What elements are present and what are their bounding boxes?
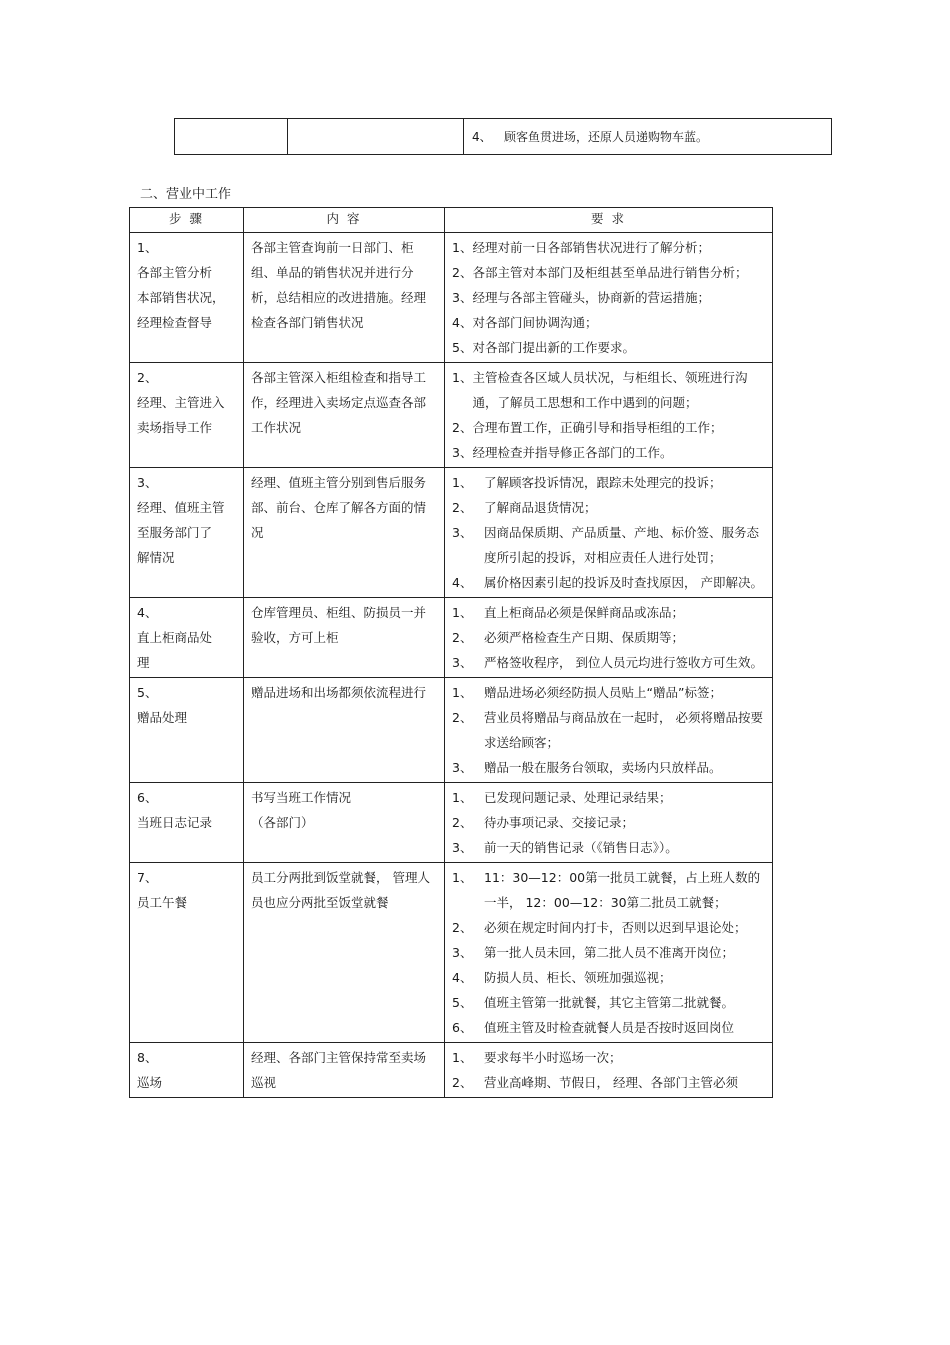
requirement-item: [452, 1045, 766, 1070]
requirement-item: [452, 810, 766, 835]
top-cell-step: [175, 119, 288, 155]
requirement-number: 3、: [452, 945, 473, 960]
requirement-text: 赠品进场必须经防损人员贴上“赠品”标签；: [484, 685, 722, 700]
requirement-item: [452, 625, 766, 650]
requirement-text: 经理检查并指导修正各部门的工作。: [472, 445, 673, 460]
requirement-number: 1、: [452, 870, 473, 885]
top-table-fragment: [174, 118, 832, 155]
table-row: [175, 119, 832, 155]
requirement-number: 3、: [452, 760, 473, 775]
requirement-number: 1、: [452, 790, 473, 805]
requirement-text: 主管检查各区域人员状况，与柜组长、领班进行沟通，了解员工思想和工作中遇到的问题；: [472, 370, 748, 410]
requirement-number: 1、: [452, 1050, 473, 1065]
table-header-row: [130, 208, 773, 233]
requirement-text: 前一天的销售记录（《销售日志》）。: [484, 840, 678, 855]
requirement-item: [452, 785, 766, 810]
requirement-number: 3、: [452, 655, 473, 670]
requirement-number: 2、: [452, 500, 473, 515]
requirement-item: [452, 335, 766, 360]
requirement-item: [452, 495, 766, 520]
requirement-cell: [445, 468, 773, 598]
requirement-text: 防损人员、柜长、领班加强巡视；: [484, 970, 672, 985]
requirement-item: [452, 470, 766, 495]
requirement-text: 营业高峰期、节假日， 经理、各部门主管必须: [484, 1075, 738, 1090]
table-row: [130, 678, 773, 783]
requirement-text: 了解顾客投诉情况，跟踪未处理完的投诉；: [484, 475, 722, 490]
step-cell: 2、 经理、主管进入 卖场指导工作: [130, 363, 244, 468]
requirement-list: [452, 1045, 766, 1095]
step-cell: 6、 当班日志记录: [130, 783, 244, 863]
requirement-number: 2、: [452, 420, 473, 435]
requirement-number: 3、: [452, 290, 473, 305]
content-cell: 各部主管深入柜组检查和指导工作，经理进入卖场定点巡查各部工作状况: [244, 363, 445, 468]
content-cell: 仓库管理员、柜组、防损员一并验收，方可上柜: [244, 598, 445, 678]
requirement-list: [452, 365, 766, 465]
content-cell: 经理、各部门主管保持常至卖场巡视: [244, 1043, 445, 1098]
header-content: 内 容: [244, 208, 445, 233]
requirement-item: [452, 285, 766, 310]
requirement-text: 第一批人员未回，第二批人员不准离开岗位；: [484, 945, 735, 960]
requirement-number: 5、: [452, 995, 473, 1010]
requirement-number: 2、: [452, 630, 473, 645]
requirement-text: 赠品一般在服务台领取，卖场内只放样品。: [484, 760, 722, 775]
requirement-item: [452, 650, 766, 675]
step-cell: 3、 经理、值班主管 至服务部门了 解情况: [130, 468, 244, 598]
requirement-item: [452, 940, 766, 965]
requirement-text: 各部主管对本部门及柜组甚至单品进行销售分析；: [472, 265, 748, 280]
requirement-number: 2、: [452, 815, 473, 830]
requirement-text: 因商品保质期、产品质量、产地、标价签、服务态度所引起的投诉，对相应责任人进行处罚；: [484, 525, 760, 565]
table-row: [130, 1043, 773, 1098]
table-row: [130, 863, 773, 1043]
requirement-number: 1、: [452, 605, 473, 620]
requirement-text: 对各部门间协调沟通；: [472, 315, 598, 330]
requirement-cell: [445, 678, 773, 783]
requirement-number: 3、: [452, 840, 473, 855]
requirement-item: [452, 755, 766, 780]
requirement-text: 已发现问题记录、处理记录结果；: [484, 790, 672, 805]
step-cell: 4、 直上柜商品处 理: [130, 598, 244, 678]
requirement-text: 直上柜商品必须是保鲜商品或冻品；: [484, 605, 685, 620]
table-row: [130, 363, 773, 468]
top-cell-content: [288, 119, 464, 155]
requirement-text: 11：30—12：00第一批员工就餐，占上班人数的一半， 12：00—12：30第二批员工就餐；: [484, 870, 761, 910]
step-cell: 7、 员工午餐: [130, 863, 244, 1043]
requirement-number: 2、: [452, 1075, 473, 1090]
requirement-cell: [445, 783, 773, 863]
requirement-list: [452, 235, 766, 360]
requirement-text: 必须在规定时间内打卡，否则以迟到早退论处；: [484, 920, 747, 935]
content-cell: 员工分两批到饭堂就餐， 管理人员也应分两批至饭堂就餐: [244, 863, 445, 1043]
requirement-item: [452, 865, 766, 915]
requirement-item: [452, 260, 766, 285]
header-requirement: 要 求: [445, 208, 773, 233]
requirement-item: [452, 415, 766, 440]
requirement-cell: [445, 1043, 773, 1098]
requirement-cell: [445, 863, 773, 1043]
requirement-item: [452, 570, 766, 595]
requirement-number: 1、: [452, 475, 473, 490]
content-cell: 书写当班工作情况 （各部门）: [244, 783, 445, 863]
table-row: [130, 468, 773, 598]
requirement-item: [452, 680, 766, 705]
requirement-text: 必须严格检查生产日期、保质期等；: [484, 630, 685, 645]
section-title: 二、营业中工作: [140, 187, 232, 202]
table-row: [130, 598, 773, 678]
requirement-text: 营业员将赠品与商品放在一起时， 必须将赠品按要求送给顾客；: [484, 710, 763, 750]
requirement-list: [452, 600, 766, 675]
step-cell: 1、 各部主管分析 本部销售状况， 经理检查督导: [130, 233, 244, 363]
requirement-number: 4、: [452, 575, 473, 590]
requirement-number: 4、: [452, 970, 473, 985]
table-body: [130, 233, 773, 1098]
requirement-list: [452, 680, 766, 780]
requirement-text: 对各部门提出新的工作要求。: [472, 340, 635, 355]
requirement-number: 3、: [452, 445, 473, 460]
step-cell: 8、 巡场: [130, 1043, 244, 1098]
requirement-item: [452, 600, 766, 625]
requirement-number: 4、: [472, 130, 492, 144]
requirement-item: [452, 990, 766, 1015]
content-cell: 经理、值班主管分别到售后服务部、前台、仓库了解各方面的情况: [244, 468, 445, 598]
requirement-item: [452, 1015, 766, 1040]
requirement-text: 值班主管第一批就餐，其它主管第二批就餐。: [484, 995, 735, 1010]
requirement-number: 1、: [452, 370, 473, 385]
requirement-list: [452, 785, 766, 860]
requirement-number: 5、: [452, 340, 473, 355]
requirement-text: 待办事项记录、交接记录；: [484, 815, 635, 830]
requirement-list: [452, 470, 766, 595]
table-row: [130, 783, 773, 863]
header-step: 步 骤: [130, 208, 244, 233]
requirement-item: [452, 440, 766, 465]
requirement-cell: [445, 233, 773, 363]
top-cell-requirement: [464, 119, 832, 155]
requirement-list: [452, 865, 766, 1040]
step-cell: 5、 赠品处理: [130, 678, 244, 783]
requirement-cell: [445, 363, 773, 468]
requirement-text: 值班主管及时检查就餐人员是否按时返回岗位: [484, 1020, 735, 1035]
requirement-item: [452, 1070, 766, 1095]
requirement-text: 属价格因素引起的投诉及时查找原因， 产即解决。: [484, 575, 763, 590]
requirement-number: 1、: [452, 240, 473, 255]
requirement-number: 2、: [452, 710, 473, 725]
requirement-item: [452, 835, 766, 860]
requirement-item: [452, 705, 766, 755]
requirement-text: 合理布置工作，正确引导和指导柜组的工作；: [472, 420, 723, 435]
requirement-item: [452, 520, 766, 570]
requirement-item: [452, 310, 766, 335]
requirement-item: [452, 915, 766, 940]
work-table: [129, 207, 773, 1098]
requirement-text: 要求每半小时巡场一次；: [484, 1050, 622, 1065]
requirement-item: [452, 365, 766, 415]
content-cell: 赠品进场和出场都须依流程进行: [244, 678, 445, 783]
requirement-text: 严格签收程序， 到位人员元均进行签收方可生效。: [484, 655, 763, 670]
requirement-number: 6、: [452, 1020, 473, 1035]
requirement-text: 经理对前一日各部销售状况进行了解分析；: [472, 240, 710, 255]
requirement-text: 了解商品退货情况；: [484, 500, 597, 515]
content-cell: 各部主管查询前一日部门、柜组、单品的销售状况并进行分析，总结相应的改进措施。经理检查各部门销售状况: [244, 233, 445, 363]
requirement-number: 4、: [452, 315, 473, 330]
requirement-cell: [445, 598, 773, 678]
requirement-item: [452, 965, 766, 990]
requirement-number: 1、: [452, 685, 473, 700]
requirement-number: 3、: [452, 525, 473, 540]
requirement-text: 经理与各部主管碰头，协商新的营运措施；: [472, 290, 710, 305]
requirement-number: 2、: [452, 265, 473, 280]
requirement-text: 顾客鱼贯进场，还原人员递购物车蓝。: [504, 130, 709, 144]
requirement-item: [452, 235, 766, 260]
table-row: [130, 233, 773, 363]
requirement-number: 2、: [452, 920, 473, 935]
